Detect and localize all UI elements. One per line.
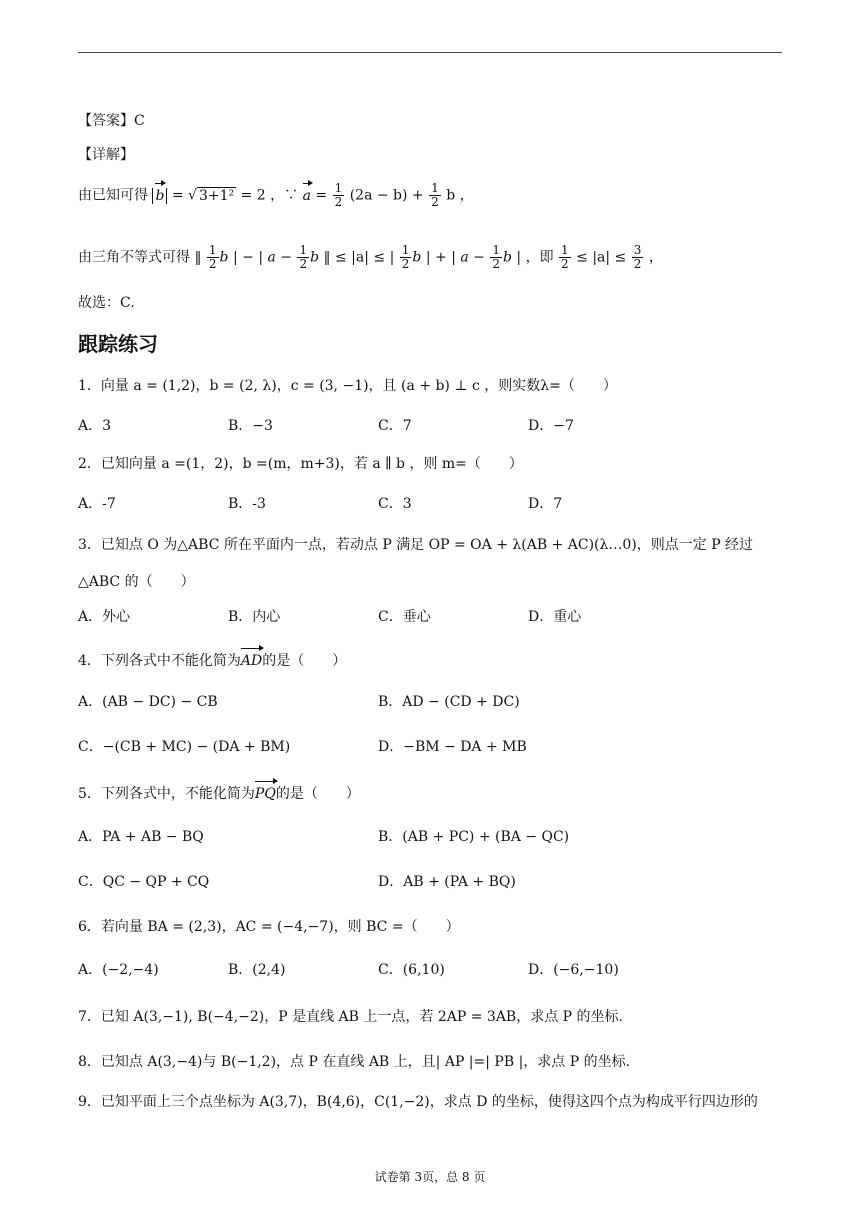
q4-option-a: A．(AB − DC) − CB xyxy=(78,694,218,710)
detail-label: 【详解】 xyxy=(78,147,134,163)
question-7: 7．已知 A(3,−1), B(−4,−2)，P 是直线 AB 上一点，若 2AP = 3AB，求点 P 的坐标. xyxy=(78,1009,623,1025)
solution-line-1: 由已知可得 b = √ 3+1² = 2 ，∵ a = $\frac{1}{2}$ (2a − b) + $\frac{1}{2}$ b ， xyxy=(78,181,474,209)
q4-option-b: B．AD − (CD + DC) xyxy=(378,694,520,710)
q5-option-d: D．AB + (PA + BQ) xyxy=(378,874,516,890)
q2-option-c: C．3 xyxy=(378,496,412,512)
question-5: 5．下列各式中，不能化简为PQ的是（ ） xyxy=(78,781,360,804)
q5-option-a: A．PA + AB − BQ xyxy=(78,829,204,845)
question-3-line-2: △ABC 的（ ） xyxy=(78,574,195,590)
solution-line-3: 故选：C. xyxy=(78,295,135,311)
q1-option-d: D．−7 xyxy=(528,418,574,434)
q2-option-b: B．-3 xyxy=(228,496,266,512)
q3-option-d: D．重心 xyxy=(528,609,582,625)
q1-option-a: A．3 xyxy=(78,418,112,434)
header-rule xyxy=(78,52,782,53)
q3-option-c: C．垂心 xyxy=(378,609,431,625)
question-1: 1．向量 a = (1,2)，b = (2, λ)，c = (3, −1)，且 (a + b) ⊥ c ，则实数λ=（ ） xyxy=(78,378,617,394)
q6-option-d: D．(−6,−10) xyxy=(528,962,619,978)
q4-option-d: D．−BM − DA + MB xyxy=(378,739,527,755)
q2-option-d: D．7 xyxy=(528,496,563,512)
q3-option-b: B．内心 xyxy=(228,609,281,625)
q6-option-b: B．(2,4) xyxy=(228,962,286,978)
question-9: 9．已知平面上三个点坐标为 A(3,7)，B(4,6)，C(1,−2)，求点 D 的坐标，使得这四个点为构成平行四边形的 xyxy=(78,1094,758,1110)
q5-option-b: B．(AB + PC) + (BA − QC) xyxy=(378,829,570,845)
q3-option-a: A．外心 xyxy=(78,609,131,625)
question-4: 4．下列各式中不能化简为AD的是（ ） xyxy=(78,648,346,671)
q1-option-b: B．−3 xyxy=(228,418,273,434)
answer-label: 【答案】C xyxy=(78,113,145,129)
q6-option-a: A．(−2,−4) xyxy=(78,962,159,978)
question-2: 2．已知向量 a =(1，2)，b =(m，m+3)，若 a ∥ b ，则 m=（ ） xyxy=(78,456,523,472)
q1-option-c: C．7 xyxy=(378,418,412,434)
q5-option-c: C．QC − QP + CQ xyxy=(78,874,210,890)
q6-option-c: C．(6,10) xyxy=(378,962,445,978)
page-footer: 试卷第 3页，总 8 页 xyxy=(374,1170,486,1184)
section-heading: 跟踪练习 xyxy=(78,332,158,356)
q4-option-c: C．−(CB + MC) − (DA + BM) xyxy=(78,739,291,755)
question-8: 8．已知点 A(3,−4)与 B(−1,2)，点 P 在直线 AB 上，且| AP |=| PB |，求点 P 的坐标. xyxy=(78,1054,631,1070)
solution-line-2: 由三角不等式可得 ‖ $\frac{1}{2}$ b | − | a − $\frac{1}{2}$ b ‖ ≤ |a| ≤ | $\frac{1}{2}$ b | + | a − $\frac{1}{2}$ b | ，即 $\frac{1}{2}$ ≤ |a| ≤ $\frac{3}{2}$ ， xyxy=(78,243,663,271)
question-3-line-1: 3．已知点 O 为△ABC 所在平面内一点，若动点 P 满足 OP = OA + λ(AB + AC)(λ…0)，则点一定 P 经过 xyxy=(78,537,754,553)
q2-option-a: A．-7 xyxy=(78,496,116,512)
question-6: 6．若向量 BA = (2,3)，AC = (−4,−7)，则 BC =（ ） xyxy=(78,919,460,935)
